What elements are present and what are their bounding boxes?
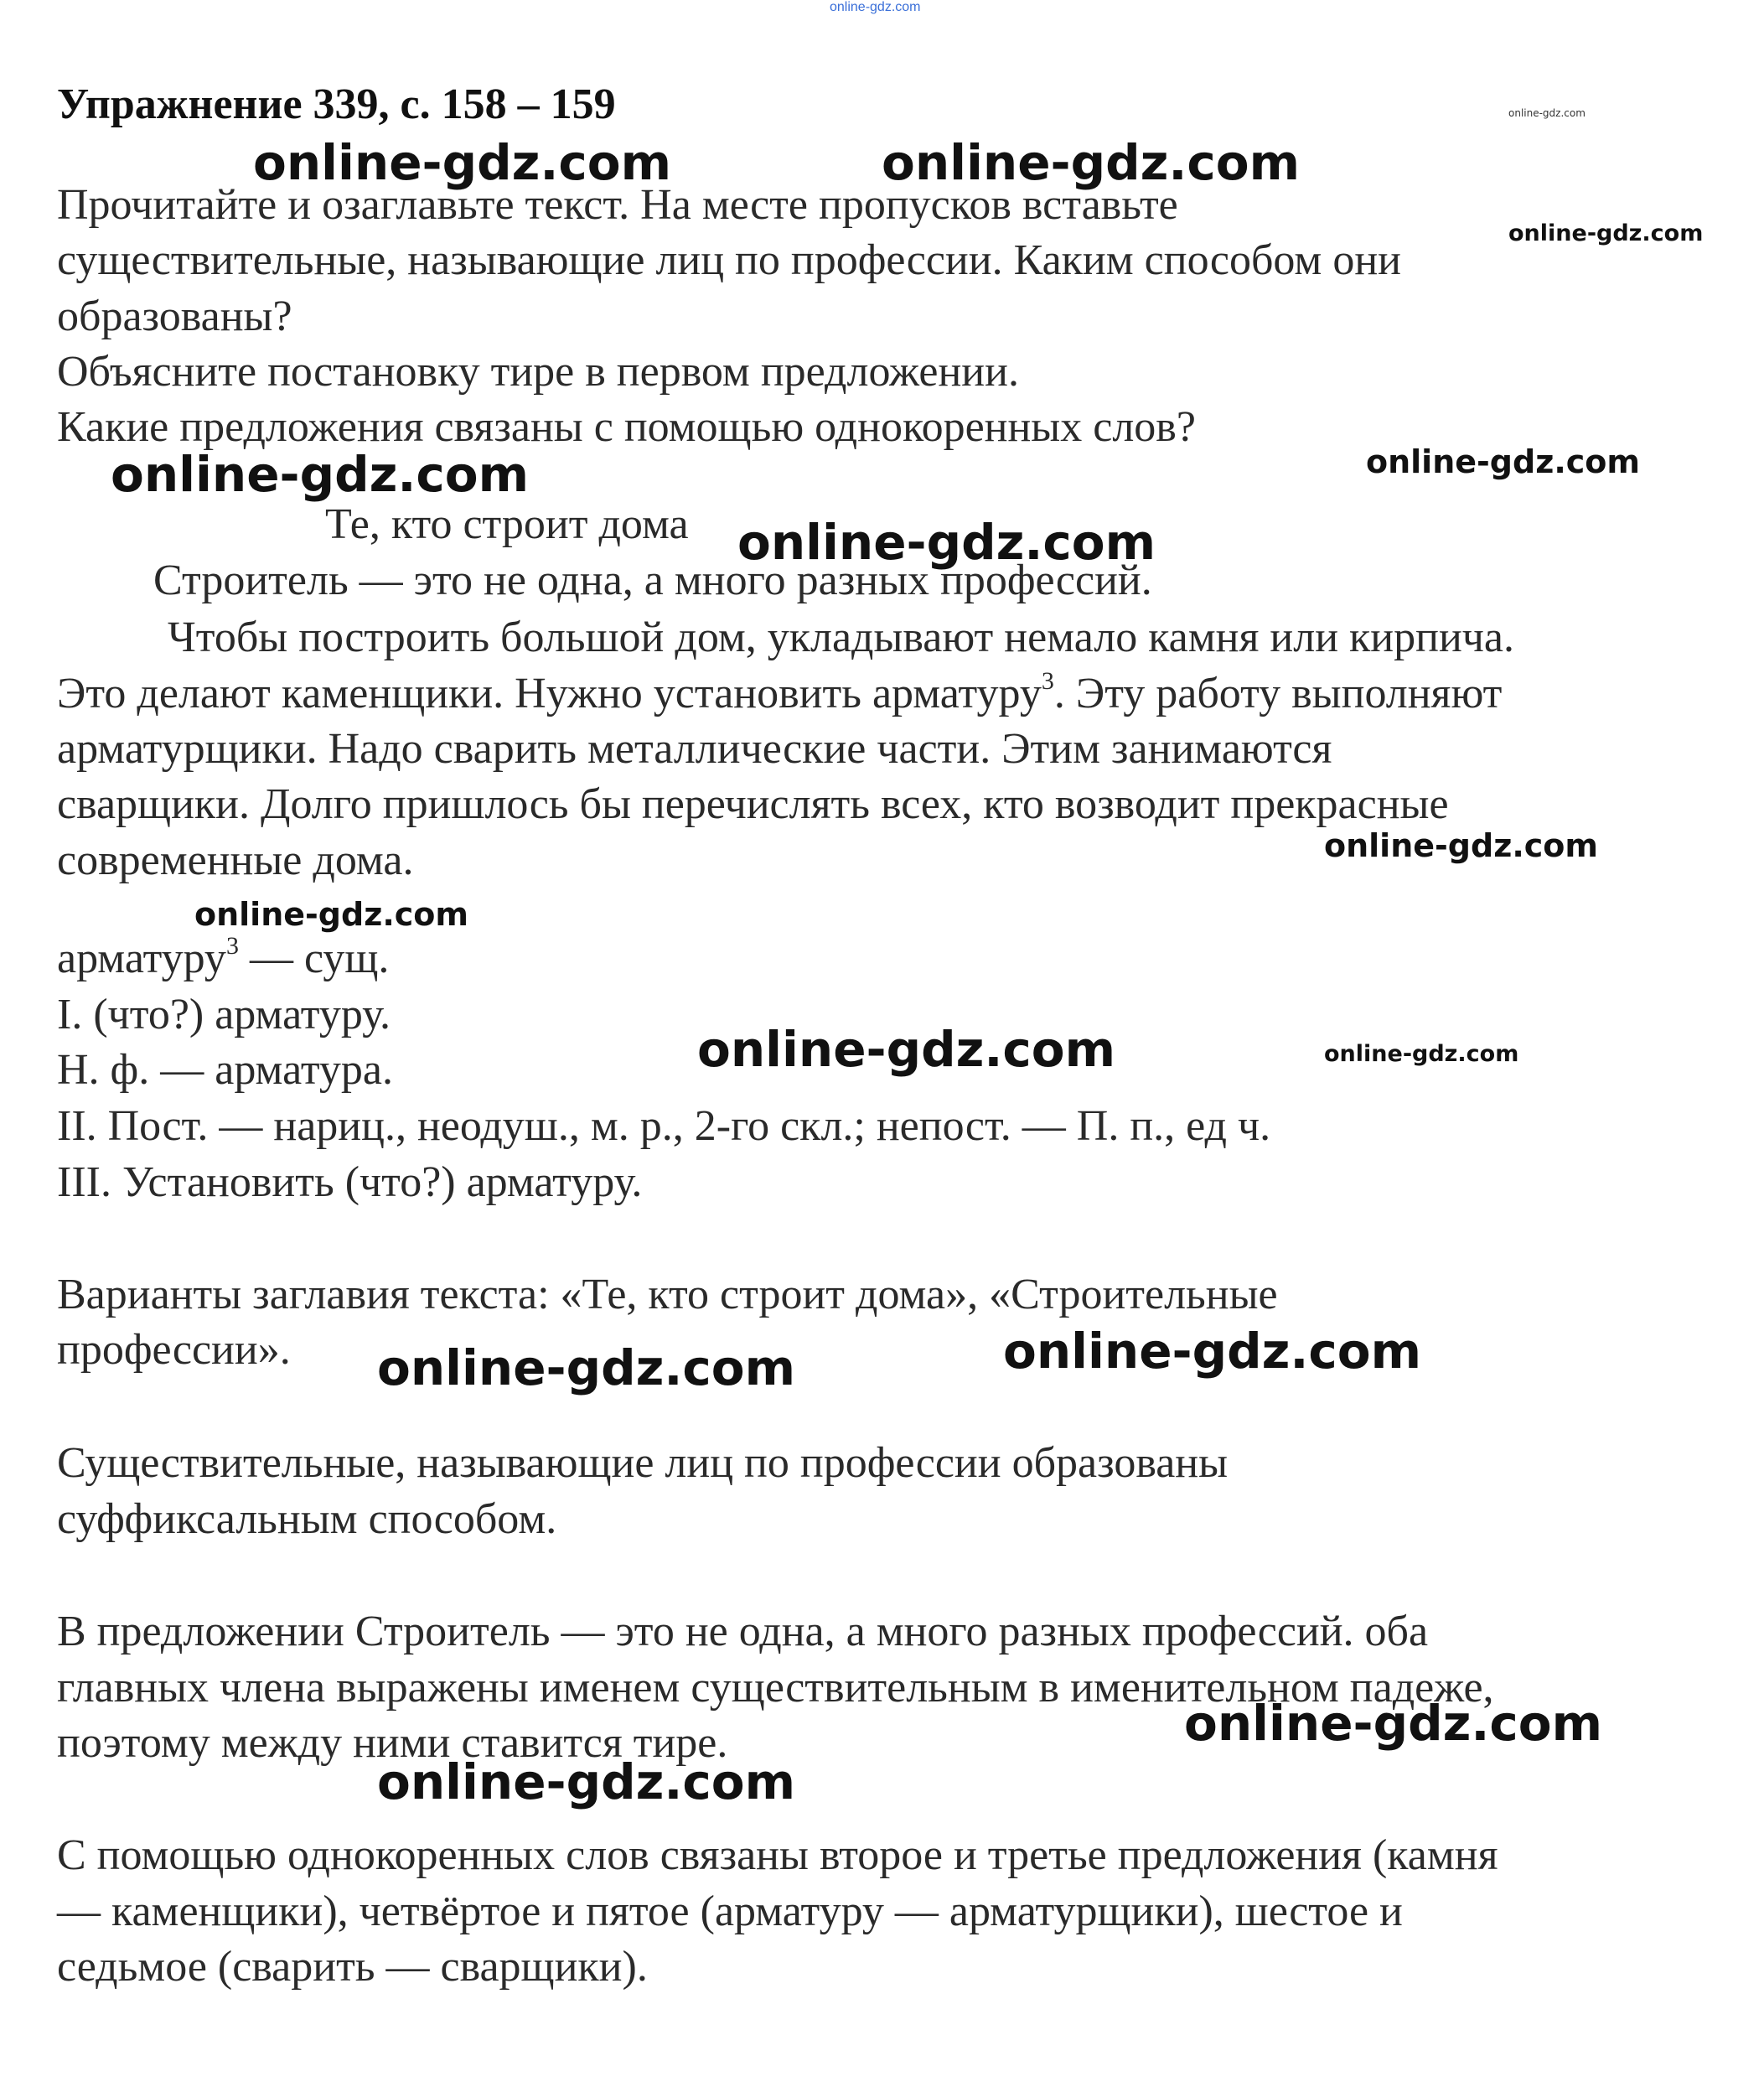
answer-roots: С помощью однокоренных слов связаны второе и третье предложения (камня xyxy=(57,1831,1498,1879)
text-paragraph: Чтобы построить большой дом, укладывают немало камня или кирпича. xyxy=(168,614,1514,661)
watermark: online-gdz.com xyxy=(1366,443,1640,480)
parsing-pos: — сущ. xyxy=(238,935,390,982)
text-paragraph: арматурщики. Надо сварить металлические части. Этим занимаются xyxy=(57,725,1332,773)
parsing-line: Н. ф. — арматура. xyxy=(57,1046,393,1094)
watermark: online-gdz.com xyxy=(377,1753,796,1810)
footnote-mark: 3 xyxy=(1041,666,1054,695)
watermark: online-gdz.com xyxy=(882,134,1301,191)
task-line: Прочитайте и озаглавьте текст. На месте пропусков вставьте xyxy=(57,181,1178,229)
answer-formation: Существительные, называющие лиц по профессии образованы xyxy=(57,1439,1229,1487)
parsing-head xyxy=(57,930,389,987)
text-fragment: Это делают каменщики. Нужно установить арматуру xyxy=(57,670,1042,717)
watermark: online-gdz.com xyxy=(737,514,1156,571)
exercise-title: Упражнение 339, с. 158 – 159 xyxy=(57,80,616,128)
task-line: образованы? xyxy=(57,293,292,340)
watermark: online-gdz.com xyxy=(194,896,468,933)
watermark: online-gdz.com xyxy=(1003,1323,1422,1380)
text-fragment: . Эту работу выполняют xyxy=(1053,670,1503,717)
task-line: существительные, называющие лиц по профессии. Каким способом они xyxy=(57,236,1401,284)
parsing-line: I. (что?) арматуру. xyxy=(57,991,391,1038)
text-paragraph: сварщики. Долго пришлось бы перечислять всех, кто возводит прекрасные xyxy=(57,780,1449,828)
parsing-line: III. Установить (что?) арматуру. xyxy=(57,1158,643,1206)
footnote-mark: 3 xyxy=(225,931,239,960)
watermark: online-gdz.com xyxy=(1324,1041,1519,1067)
text-paragraph xyxy=(57,665,1502,722)
answer-titles: профессии». xyxy=(57,1326,291,1374)
watermark: online-gdz.com xyxy=(111,446,530,503)
watermark: online-gdz.com xyxy=(1324,827,1598,864)
answer-titles: Варианты заглавия текста: «Те, кто строит дома», «Строительные xyxy=(57,1271,1278,1318)
text-heading: Те, кто строит дома xyxy=(325,500,689,548)
text-paragraph: Строитель — это не одна, а много разных профессий. xyxy=(153,557,1152,604)
watermark: online-gdz.com xyxy=(253,134,672,191)
watermark: online-gdz.com xyxy=(1184,1695,1603,1752)
answer-dash: В предложении Строитель — это не одна, а много разных профессий. оба xyxy=(57,1608,1429,1655)
parsing-word: арматуру xyxy=(57,935,226,982)
task-line: Какие предложения связаны с помощью однокоренных слов? xyxy=(57,403,1196,451)
watermark: online-gdz.com xyxy=(1508,107,1586,119)
task-line: Объясните постановку тире в первом предложении. xyxy=(57,348,1019,396)
text-paragraph: современные дома. xyxy=(57,836,414,884)
answer-dash: поэтому между ними ставится тире. xyxy=(57,1719,728,1767)
watermark: online-gdz.com xyxy=(377,1339,796,1396)
answer-roots: седьмое (сварить — сварщики). xyxy=(57,1943,648,1991)
answer-roots: — каменщики), четвёртое и пятое (арматуру — арматурщики), шестое и xyxy=(57,1888,1403,1935)
watermark: online-gdz.com xyxy=(830,0,921,14)
answer-dash: главных члена выражены именем существительным в именительном падеже, xyxy=(57,1664,1494,1712)
answer-formation: суффиксальным способом. xyxy=(57,1495,557,1543)
parsing-line: II. Пост. — нариц., неодуш., м. р., 2-го скл.; непост. — П. п., ед ч. xyxy=(57,1102,1271,1150)
watermark: online-gdz.com xyxy=(1508,220,1704,246)
watermark: online-gdz.com xyxy=(697,1021,1116,1078)
